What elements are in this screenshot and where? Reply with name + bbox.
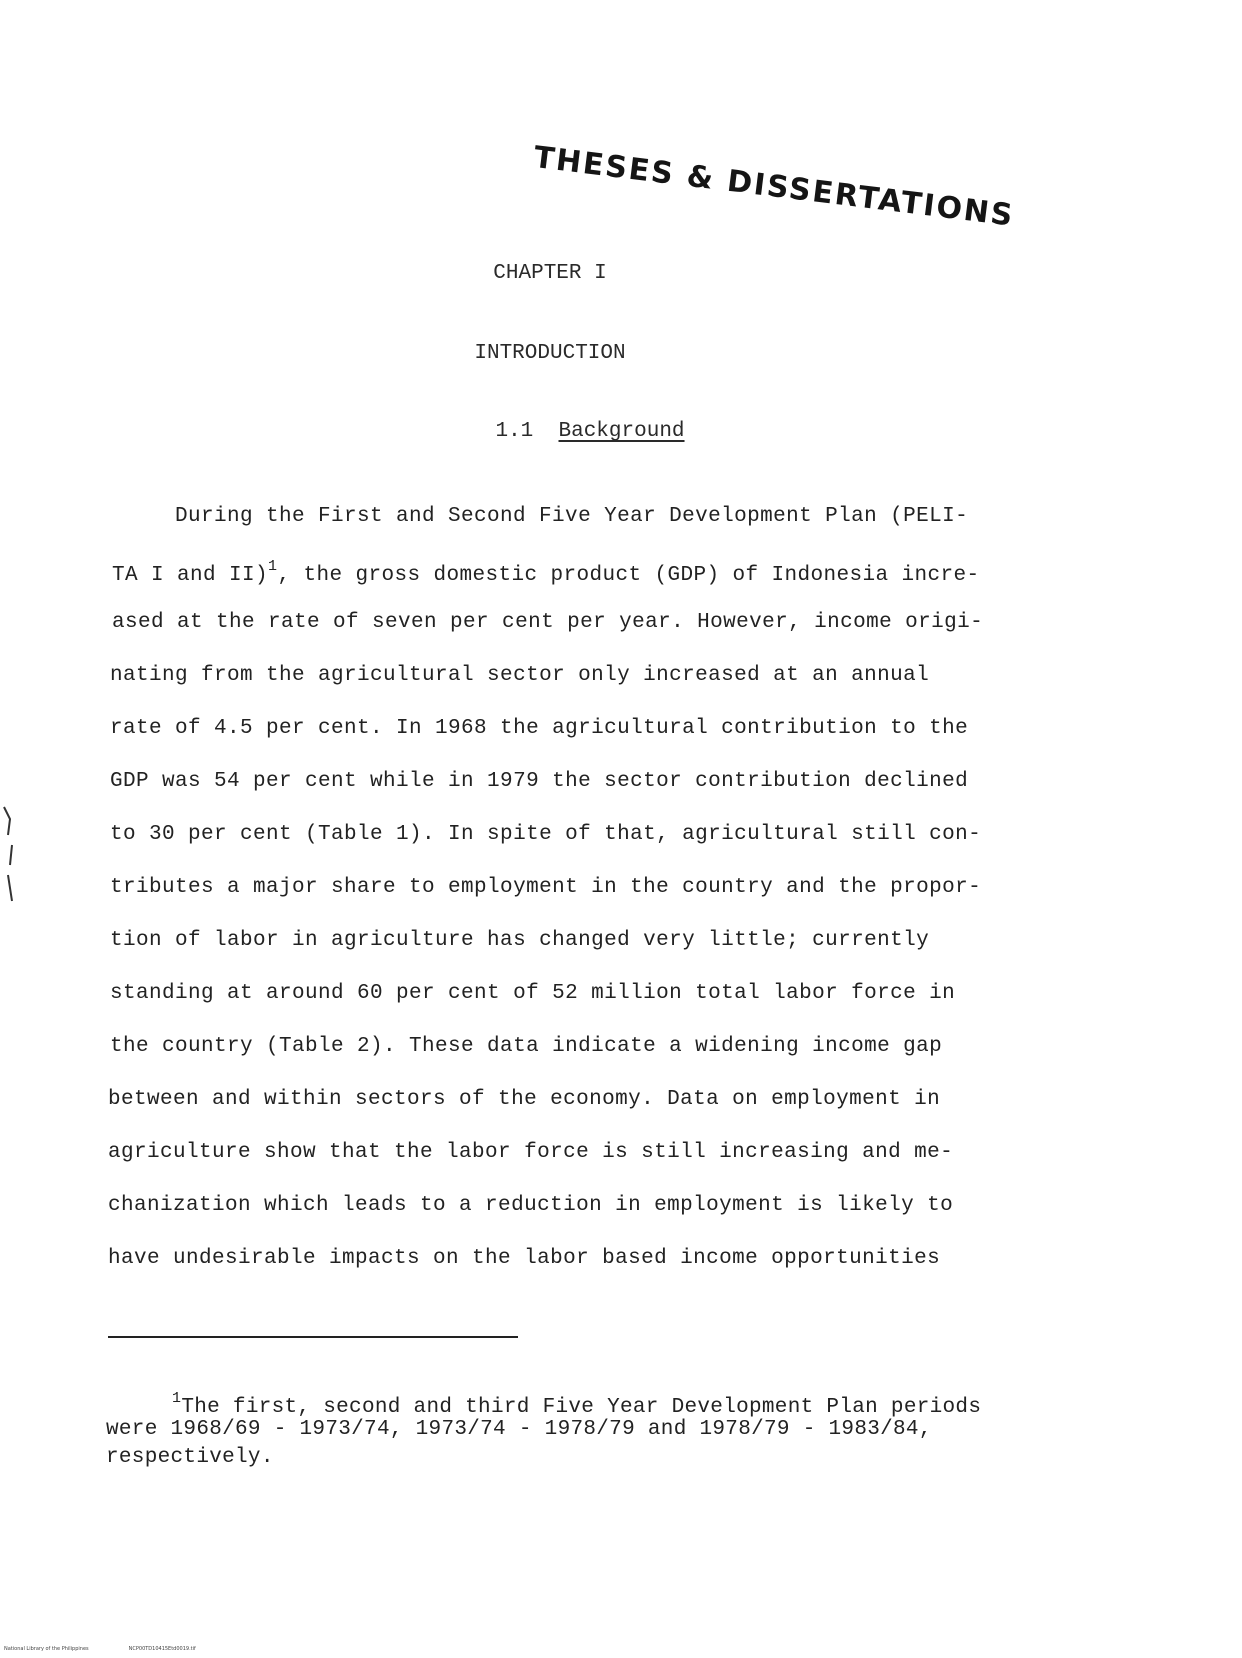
library-name: National Library of the Philippines bbox=[4, 1646, 89, 1652]
body-line-start: TA I and II) bbox=[112, 564, 269, 587]
body-line: the country (Table 2). These data indicate a widening income gap bbox=[110, 1035, 943, 1058]
body-line: agriculture show that the labor force is still increasing and me- bbox=[108, 1141, 954, 1164]
body-line: During the First and Second Five Year Development Plan (PELI- bbox=[175, 505, 969, 528]
footnote-reference: 1 bbox=[268, 558, 278, 575]
footnote-line bbox=[172, 1390, 981, 1419]
body-line: have undesirable impacts on the labor based income opportunities bbox=[108, 1247, 941, 1270]
footnote-text: The first, second and third Five Year Development Plan periods bbox=[181, 1396, 982, 1419]
body-line: tion of labor in agriculture has changed very little; currently bbox=[110, 929, 930, 952]
section-title: Background bbox=[558, 420, 685, 443]
theses-dissertations-stamp: THESES & DISSERTATIONS bbox=[531, 140, 1017, 234]
chapter-label: CHAPTER I bbox=[493, 262, 607, 285]
body-line: standing at around 60 per cent of 52 million total labor force in bbox=[110, 982, 956, 1005]
body-line bbox=[112, 558, 980, 587]
section-heading bbox=[40, 420, 1140, 443]
section-number: 1.1 bbox=[495, 420, 534, 443]
footnote-line: were 1968/69 - 1973/74, 1973/74 - 1978/79 and 1978/79 - 1983/84, bbox=[106, 1418, 932, 1441]
body-line: nating from the agricultural sector only increased at an annual bbox=[110, 664, 930, 687]
footnote-marker: 1 bbox=[172, 1390, 182, 1407]
body-line: between and within sectors of the economy. Data on employment in bbox=[108, 1088, 941, 1111]
footnote-line: respectively. bbox=[106, 1446, 274, 1469]
body-line: chanization which leads to a reduction in employment is likely to bbox=[108, 1194, 954, 1217]
body-line: tributes a major share to employment in the country and the propor- bbox=[110, 876, 982, 899]
body-line: rate of 4.5 per cent. In 1968 the agricultural contribution to the bbox=[110, 717, 969, 740]
library-footer bbox=[4, 1646, 196, 1652]
body-line-rest: , the gross domestic product (GDP) of Indonesia incre- bbox=[277, 564, 980, 587]
scan-id: NCP00TD10415Etd0019.tif bbox=[128, 1646, 196, 1652]
body-line: ased at the rate of seven per cent per year. However, income origi- bbox=[112, 611, 984, 634]
body-line: GDP was 54 per cent while in 1979 the sector contribution declined bbox=[110, 770, 969, 793]
chapter-title: INTRODUCTION bbox=[474, 342, 626, 365]
margin-pen-mark bbox=[2, 805, 20, 905]
footnote-divider bbox=[108, 1336, 518, 1338]
body-line: to 30 per cent (Table 1). In spite of that, agricultural still con- bbox=[110, 823, 982, 846]
